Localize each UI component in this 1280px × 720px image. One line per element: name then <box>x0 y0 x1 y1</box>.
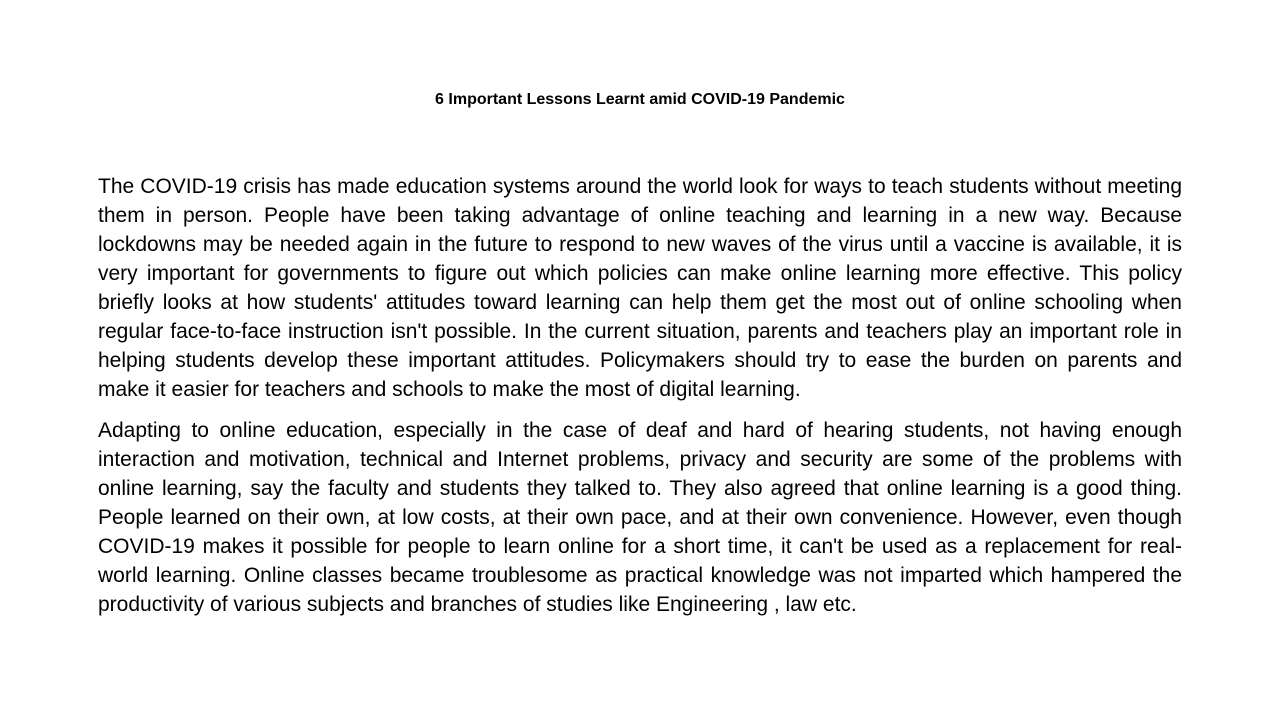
paragraph-2: Adapting to online education, especially in the case of deaf and hard of hearing students, not having enough interaction and motivation, technical and Internet problems, privacy and security are some of the problems with online learning, say the faculty and students they talked to. They also agreed that online learning is a good thing. People learned on their own, at low costs, at their own pace, and at their own convenience. However, even though COVID-19 makes it possible for people to learn online for a short time, it can't be used as a replacement for real-world learning. Online classes became troublesome as practical knowledge was not imparted which hampered the productivity of various subjects and branches of studies like Engineering , law etc. <box>98 419 1182 616</box>
slide-title: 6 Important Lessons Learnt amid COVID-19 Pandemic <box>435 91 845 108</box>
paragraph-1: The COVID-19 crisis has made education systems around the world look for ways to teach students without meeting them in person. People have been taking advantage of online teaching and learning in a new way. Because lockdowns may be needed again in the future to respond to new waves of the virus until a vaccine is available, it is very important for governments to figure out which policies can make online learning more effective. This policy briefly looks at how students' attitudes toward learning can help them get the most out of online schooling when regular face-to-face instruction isn't possible. In the current situation, parents and teachers play an important role in helping students develop these important attitudes. Policymakers should try to ease the burden on parents and make it easier for teachers and schools to make the most of digital learning. <box>98 175 1182 401</box>
body-text-block <box>98 172 1182 631</box>
